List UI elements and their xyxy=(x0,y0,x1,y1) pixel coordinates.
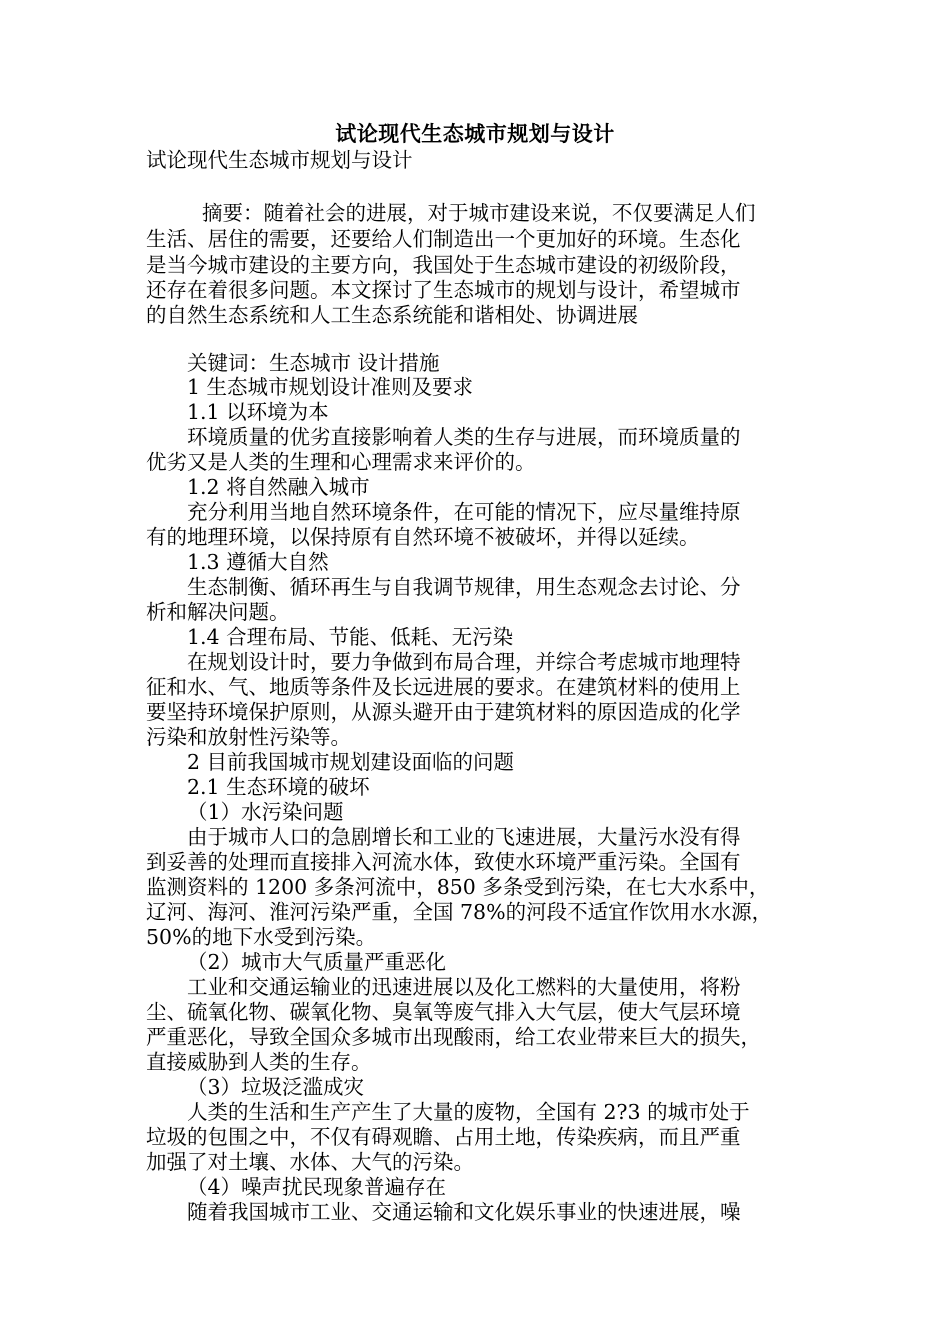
subsection-heading: 1.2 将自然融入城市 xyxy=(187,475,370,499)
item-heading: （2）城市大气质量严重恶化 xyxy=(187,950,447,974)
paragraph-line: 生态制衡、循环再生与自我调节规律，用生态观念去讨论、分 xyxy=(187,575,741,599)
subsection-heading: 1.1 以环境为本 xyxy=(187,400,329,424)
paragraph-line: 污染和放射性污染等。 xyxy=(146,725,351,749)
paragraph-line: 要坚持环境保护原则，从源头避开由于建筑材料的原因造成的化学 xyxy=(146,700,741,724)
paragraph-line: 严重恶化，导致全国众多城市出现酸雨，给工农业带来巨大的损失， xyxy=(146,1025,761,1049)
paragraph-line: 到妥善的处理而直接排入河流水体，致使水环境严重污染。全国有 xyxy=(146,850,741,874)
paragraph-line: 直接威胁到人类的生存。 xyxy=(146,1050,372,1074)
paragraph-line: 有的地理环境，以保持原有自然环境不被破坏，并得以延续。 xyxy=(146,525,700,549)
paragraph-line: 垃圾的包围之中，不仅有碍观瞻、占用土地，传染疾病，而且严重 xyxy=(146,1125,741,1149)
section-heading: 1 生态城市规划设计准则及要求 xyxy=(187,375,474,399)
abstract-line: 还存在着很多问题。本文探讨了生态城市的规划与设计，希望城市 xyxy=(146,278,741,302)
paragraph-line: 辽河、海河、淮河污染严重，全国 78%的河段不适宜作饮用水水源， xyxy=(146,900,773,924)
abstract-line: 生活、居住的需要，还要给人们制造出一个更加好的环境。生态化 xyxy=(146,227,741,251)
item-heading: （3）垃圾泛滥成灾 xyxy=(187,1075,365,1099)
paragraph-line: 加强了对土壤、水体、大气的污染。 xyxy=(146,1150,474,1174)
paragraph-line: 工业和交通运输业的迅速进展以及化工燃料的大量使用，将粉 xyxy=(187,975,741,999)
keywords-line: 关键词：生态城市 设计措施 xyxy=(187,351,440,375)
paragraph-line: 在规划设计时，要力争做到布局合理，并综合考虑城市地理特 xyxy=(187,650,741,674)
paragraph-line: 由于城市人口的急剧增长和工业的飞速进展，大量污水没有得 xyxy=(187,825,741,849)
section-heading: 2 目前我国城市规划建设面临的问题 xyxy=(187,750,515,774)
paragraph-line: 人类的生活和生产产生了大量的废物，全国有 2?3 的城市处于 xyxy=(187,1100,750,1124)
paragraph-line: 50%的地下水受到污染。 xyxy=(146,925,377,949)
abstract-line: 摘要：随着社会的进展，对于城市建设来说，不仅要满足人们 xyxy=(202,201,756,225)
abstract-line: 的自然生态系统和人工生态系统能和谐相处、协调进展 xyxy=(146,303,638,327)
paragraph-line: 充分利用当地自然环境条件，在可能的情况下，应尽量维持原 xyxy=(187,500,741,524)
item-heading: （1）水污染问题 xyxy=(187,800,344,824)
paragraph-line: 尘、硫氧化物、碳氧化物、臭氧等废气排入大气层，使大气层环境 xyxy=(146,1000,741,1024)
paragraph-line: 环境质量的优劣直接影响着人类的生存与进展，而环境质量的 xyxy=(187,425,741,449)
document-subtitle: 试论现代生态城市规划与设计 xyxy=(146,148,413,172)
paragraph-line: 监测资料的 1200 多条河流中，850 多条受到污染，在七大水系中， xyxy=(146,875,770,899)
subsection-heading: 1.4 合理布局、节能、低耗、无污染 xyxy=(187,625,514,649)
paragraph-line: 析和解决问题。 xyxy=(146,600,290,624)
item-heading: （4）噪声扰民现象普遍存在 xyxy=(187,1175,447,1199)
subsection-heading: 1.3 遵循大自然 xyxy=(187,550,329,574)
document-title: 试论现代生态城市规划与设计 xyxy=(335,121,615,146)
paragraph-line: 随着我国城市工业、交通运输和文化娱乐事业的快速进展，噪 xyxy=(187,1200,741,1224)
paragraph-line: 征和水、气、地质等条件及长远进展的要求。在建筑材料的使用上 xyxy=(146,675,741,699)
paragraph-line: 优劣又是人类的生理和心理需求来评价的。 xyxy=(146,450,536,474)
subsection-heading: 2.1 生态环境的破坏 xyxy=(187,775,370,799)
abstract-line: 是当今城市建设的主要方向，我国处于生态城市建设的初级阶段， xyxy=(146,253,741,277)
